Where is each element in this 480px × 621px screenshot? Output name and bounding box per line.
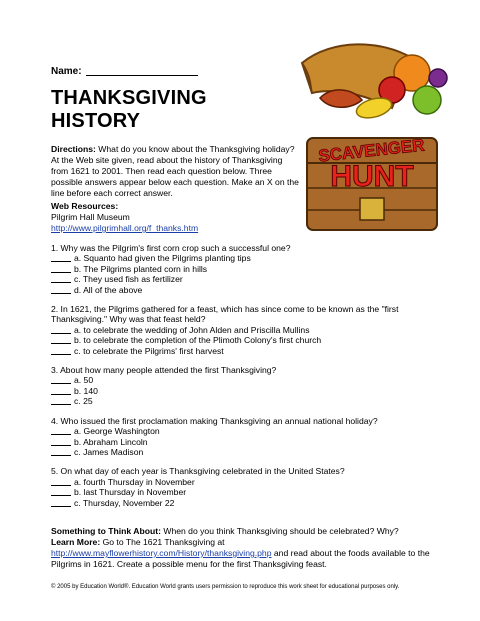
question-text: 4. Who issued the first proclamation making Thanksgiving an annual national holiday? — [51, 415, 378, 426]
directions-text: What do you know about the Thanksgiving holiday? At the Web site given, read about the history of Thanksgiving from 1621 to 2001. Then read each question below. Three possible answers appear below each question. Make an X on the line before each correct answer. — [51, 144, 299, 198]
web-resources — [51, 201, 198, 234]
something-to-think-about — [51, 526, 449, 570]
directions — [51, 144, 301, 199]
resource-link[interactable]: http://www.pilgrimhall.org/f_thanks.htm — [51, 223, 199, 233]
answer-blank[interactable] — [51, 325, 71, 334]
scavenger-text: SCAVENGER — [317, 135, 426, 166]
answer-option: c. to celebrate the Pilgrims' first harvest — [51, 346, 451, 356]
question-1 — [51, 243, 451, 295]
think-text: When do you think Thanksgiving should be celebrated? Why? — [163, 526, 399, 536]
scavenger-hunt-illustration — [292, 38, 452, 238]
hunt-text: HUNT — [330, 160, 414, 193]
learn-more-text: Go to The 1621 Thanksgiving at — [102, 537, 225, 547]
answer-option: b. The Pilgrims planted corn in hills — [51, 264, 451, 274]
name-field[interactable] — [51, 65, 198, 77]
learn-more-after-text: and read about the foods available to the Pilgrims in 1621. Create a possible menu for the first Thanksgiving feast. — [51, 548, 430, 569]
directions-label: Directions: — [51, 144, 96, 154]
answer-blank[interactable] — [51, 437, 71, 446]
question-4 — [51, 416, 451, 458]
answer-blank[interactable] — [51, 285, 71, 294]
answer-blank[interactable] — [51, 386, 71, 395]
question-2 — [51, 304, 451, 356]
answer-option: c. They used fish as fertilizer — [51, 274, 451, 284]
answer-option: c. 25 — [51, 396, 451, 406]
answer-blank[interactable] — [51, 253, 71, 262]
question-text: 3. About how many people attended the first Thanksgiving? — [51, 365, 277, 376]
answer-option: b. Abraham Lincoln — [51, 437, 451, 447]
page-title — [51, 87, 207, 133]
learn-more-label: Learn More: — [51, 537, 101, 547]
answer-option: a. Squanto had given the Pilgrims planting tips — [51, 253, 451, 263]
copyright-notice: © 2005 by Education World®. Education World grants users permission to reproduce this work sheet for educational purposes only. — [51, 584, 400, 590]
question-3 — [51, 365, 451, 407]
answer-option: c. Thursday, November 22 — [51, 498, 451, 508]
answer-blank[interactable] — [51, 396, 71, 405]
title-line-1: THANKSGIVING — [51, 87, 207, 109]
name-label: Name: — [51, 66, 82, 77]
question-5 — [51, 466, 451, 508]
name-blank-line[interactable] — [86, 65, 198, 76]
answer-blank[interactable] — [51, 426, 71, 435]
answer-blank[interactable] — [51, 498, 71, 507]
title-line-2: HISTORY — [51, 110, 141, 132]
question-list — [51, 243, 451, 517]
answer-blank[interactable] — [51, 346, 71, 355]
answer-blank[interactable] — [51, 335, 71, 344]
answer-option: a. fourth Thursday in November — [51, 477, 451, 487]
answer-option: b. to celebrate the completion of the Plimoth Colony's first church — [51, 335, 451, 345]
answer-blank[interactable] — [51, 477, 71, 486]
answer-option: a. George Washington — [51, 426, 451, 436]
answer-option: a. 50 — [51, 375, 451, 385]
answer-option: d. All of the above — [51, 285, 451, 295]
answer-blank[interactable] — [51, 447, 71, 456]
web-resources-heading: Web Resources: — [51, 201, 119, 211]
cornucopia-treasure-chest-icon — [292, 38, 452, 238]
answer-blank[interactable] — [51, 264, 71, 273]
answer-option: b. last Thursday in November — [51, 487, 451, 497]
question-text: 2. In 1621, the Pilgrims gathered for a feast, which has since come to be known as the "first Thanksgiving." Why was that feast held? — [51, 304, 399, 325]
answer-option: a. to celebrate the wedding of John Alden and Priscilla Mullins — [51, 325, 451, 335]
answer-option: c. James Madison — [51, 447, 451, 457]
answer-blank[interactable] — [51, 274, 71, 283]
answer-blank[interactable] — [51, 375, 71, 384]
answer-option: b. 140 — [51, 386, 451, 396]
think-label: Something to Think About: — [51, 526, 161, 536]
answer-blank[interactable] — [51, 487, 71, 496]
question-text: 5. On what day of each year is Thanksgiving celebrated in the United States? — [51, 466, 345, 477]
learn-more-link[interactable]: http://www.mayflowerhistory.com/History/thanksgiving.php — [51, 548, 272, 558]
resource-site-name: Pilgrim Hall Museum — [51, 212, 130, 222]
question-text: 1. Why was the Pilgrim's first corn crop such a successful one? — [51, 243, 291, 253]
